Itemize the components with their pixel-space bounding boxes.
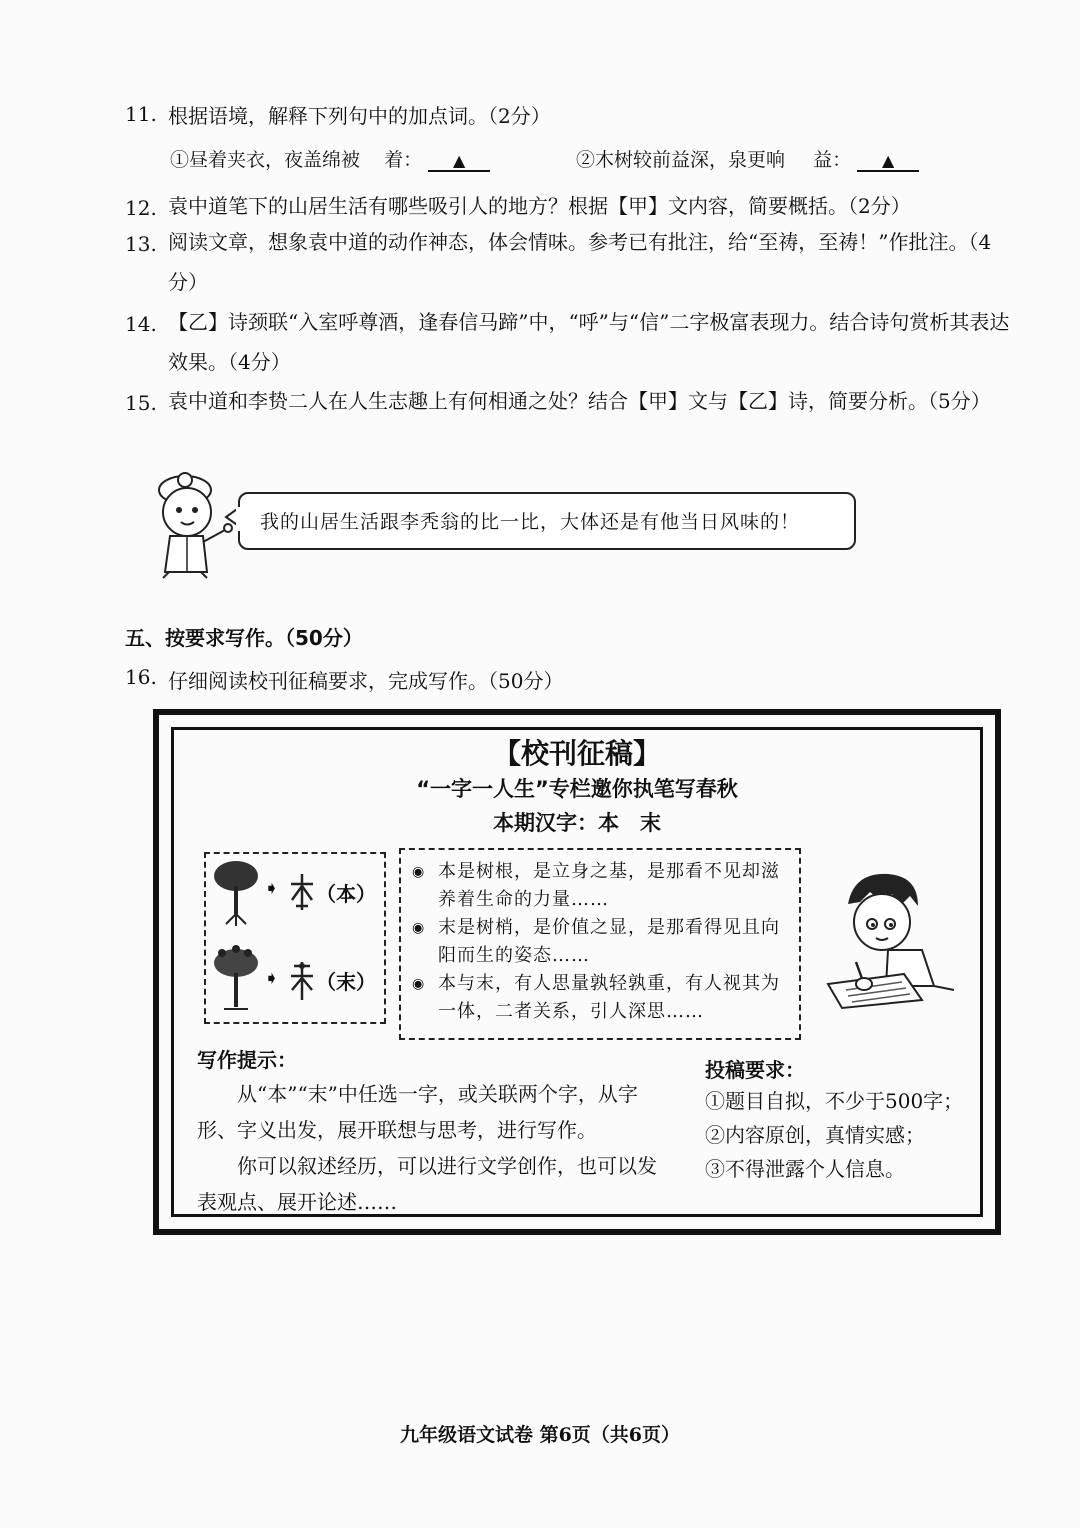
q12-text: 袁中道笔下的山居生活有哪些吸引人的地方？根据【甲】文内容，简要概括。（2分） [168,194,911,218]
list-item: ②内容原创，真情实感； [705,1123,925,1147]
list-item [412,858,794,914]
q15-number: 15. [125,391,157,415]
speech-bubble-text: 我的山居生活跟李秃翁的比一比，大体还是有他当日风味的！ [260,511,801,533]
glyph-mo-label: （末） [316,970,376,994]
q11-text: 根据语境，解释下列句中的加点词。（2分） [168,104,551,128]
tree-canopy-icon [210,945,262,1015]
page-footer: 九年级语文试卷 第6页（共6页） [399,1424,681,1446]
tree-roots-icon [210,858,262,928]
tips-paragraph-1: 从“本”“末”中任选一字，或关联两个字，从字形、字义出发，展开联想与思考，进行写作。 [197,1082,638,1142]
q11-item2-blank: ▲ [857,152,919,172]
q12-number: 12. [125,196,157,220]
q14-text: 【乙】诗颈联“入室呼尊酒，逢春信马蹄”中，“呼”与“信”二字极富表现力。结合诗句赏析其表达效果。（4分） [168,310,1010,374]
poster-subtitle: “一字一人生”专栏邀你执笔写春秋 [416,777,738,801]
q14-number: 14. [125,312,157,336]
tips-paragraph-2: 你可以叙述经历，可以进行文学创作，也可以发表观点、展开论述…… [197,1154,657,1214]
speech-bubble [238,492,856,550]
arrow-right-icon: ➧ [264,878,280,899]
tips-title: 写作提示： [197,1048,297,1072]
list-item: ③不得泄露个人信息。 [705,1157,905,1181]
q11-number: 11. [125,102,157,126]
bullet-text: 本是树根，是立身之基，是那看不见却滋养着生命的力量…… [438,861,780,910]
bullet-text: 本与末，有人思量孰轻孰重，有人视其为一体，二者关系，引人深思…… [438,973,780,1022]
boy-writing-illustration [826,866,956,1016]
q13-text: 阅读文章，想象袁中道的动作神态，体会情味。参考已有批注，给“至祷，至祷！”作批注。（4分） [168,230,992,294]
q11-item1-word: 着： [384,149,423,171]
poster-chars-line: 本期汉字：本 末 [493,811,661,835]
q11-item1-text: ①昼着夹衣，夜盖绵被 [170,149,361,171]
q11-item2-text: ②木树较前益深，泉更响 [576,149,786,171]
requirements-list [705,1084,963,1186]
q15-text: 袁中道和李贽二人在人生志趣上有何相通之处？结合【甲】文与【乙】诗，简要分析。（5分） [168,389,991,413]
bullet-icon: ◉ [412,920,425,936]
bullet-text: 末是树梢，是价值之显，是那看得见且向阳而生的姿态…… [438,917,780,966]
ancient-glyph-ben-icon [288,872,316,912]
arrow-right-icon: ➧ [264,968,280,989]
bullet-icon: ◉ [412,976,425,992]
ancient-glyph-mo-icon [288,960,316,1002]
q16-number: 16. [125,665,157,689]
q11-item2 [576,145,919,172]
explanation-list [412,858,794,1026]
requirements-title: 投稿要求： [705,1058,805,1082]
section5-heading: 五、按要求写作。（50分） [125,626,363,650]
list-item: ①题目自拟，不少于500字； [705,1089,964,1113]
list-item [412,914,794,970]
poster-title: 【校刊征稿】 [492,737,661,770]
q16-text: 仔细阅读校刊征稿要求，完成写作。（50分） [168,669,564,693]
glyph-ben-label: （本） [316,882,376,906]
q13-number: 13. [125,232,157,256]
bullet-icon: ◉ [412,864,425,880]
q11-item1-blank: ▲ [428,152,490,172]
q11-item2-word: 益： [813,149,852,171]
q11-item1 [170,145,490,172]
list-item [412,970,794,1026]
